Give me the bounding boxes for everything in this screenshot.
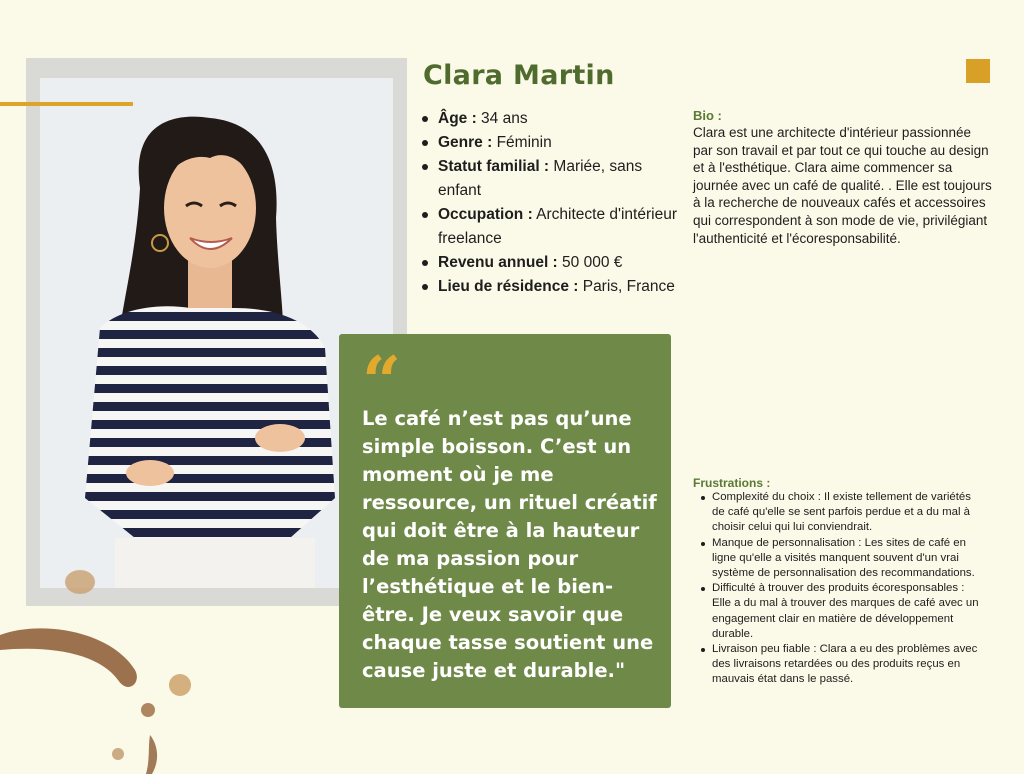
frustrations-list bbox=[700, 490, 982, 688]
frustrations-heading: Frustrations : bbox=[693, 476, 771, 490]
fact-label: Revenu annuel : bbox=[438, 254, 558, 271]
fact-residence bbox=[421, 275, 681, 299]
persona-name: Clara Martin bbox=[423, 60, 615, 91]
fact-value: Mariée, sans enfant bbox=[438, 158, 643, 199]
bio-text: Clara est une architecte d'intérieur passionnée par son travail et par tout ce qui touche au design et à l'esthétique. Clara aime commencer sa journée avec un café de qualité. . Elle est toujours à la recherche de nouveaux cafés et accessoires qui correspondent à son mode de vie, privilégiant l'authenticité et l'écoresponsabilité. bbox=[693, 125, 992, 246]
fact-value: 50 000 € bbox=[557, 254, 623, 271]
fact-value: 34 ans bbox=[476, 110, 528, 127]
coffee-stain-decoration bbox=[0, 615, 200, 774]
fact-label: Âge : bbox=[438, 110, 477, 127]
frustration-item: Difficulté à trouver des produits écoresponsables : Elle a du mal à trouver des marques de café avec un engagement clair en matière de développement durable. bbox=[700, 581, 982, 642]
fact-label: Lieu de résidence : bbox=[438, 278, 579, 295]
fact-income bbox=[421, 251, 681, 275]
accent-line bbox=[0, 102, 133, 106]
persona-facts-list bbox=[421, 107, 681, 299]
frustration-item: Complexité du choix : Il existe tellement de variétés de café qu'elle se sent parfois perdue et a du mal à choisir celui qui lui conviendrait. bbox=[700, 490, 982, 536]
accent-square bbox=[966, 59, 990, 83]
persona-quote: Le café n’est pas qu’une simple boisson. C’est un moment où je me ressource, un rituel créatif qui doit être à la hauteur de ma passion pour l’esthétique et le bien-être. Je veux savoir que chaque tasse soutient une cause juste et durable." bbox=[362, 407, 657, 682]
fact-value: Féminin bbox=[492, 134, 552, 151]
fact-label: Occupation : bbox=[438, 206, 533, 223]
fact-gender bbox=[421, 131, 681, 155]
coffee-drop-decoration bbox=[62, 566, 98, 598]
fact-value: Paris, France bbox=[578, 278, 675, 295]
fact-label: Genre : bbox=[438, 134, 493, 151]
frustration-item: Manque de personnalisation : Les sites de café en ligne qu'elle a visités manquent souvent d'un vrai système de personnalisation des recommandations. bbox=[700, 536, 982, 582]
fact-value: Architecte d'intérieur freelance bbox=[438, 206, 677, 247]
quote-mark-icon: “ bbox=[362, 342, 402, 422]
bio-heading: Bio : bbox=[693, 108, 722, 123]
fact-family-status bbox=[421, 155, 681, 203]
fact-label: Statut familial : bbox=[438, 158, 550, 175]
fact-occupation bbox=[421, 203, 681, 251]
frustration-item: Livraison peu fiable : Clara a eu des problèmes avec des livraisons retardées ou des produits reçus en mauvais état dans le passé. bbox=[700, 642, 982, 688]
fact-age bbox=[421, 107, 681, 131]
